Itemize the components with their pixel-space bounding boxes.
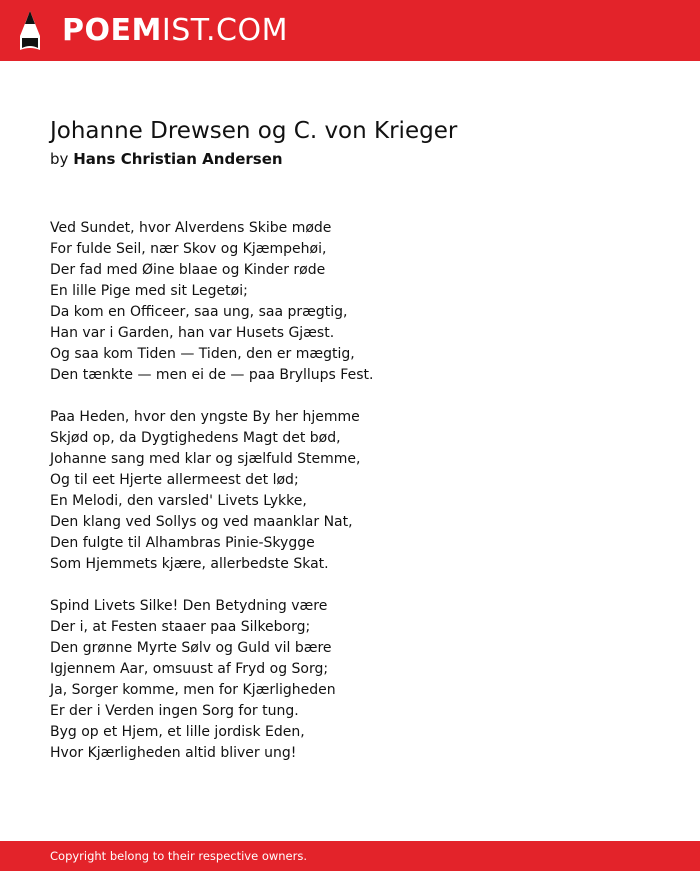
poem-line: Paa Heden, hvor den yngste By her hjemme: [50, 409, 360, 425]
site-logo[interactable]: [62, 13, 288, 49]
poem-line: Som Hjemmets kjære, allerbedste Skat.: [50, 556, 329, 572]
copyright-notice: Copyright belong to their respective owners.: [50, 849, 308, 863]
poem-line: En lille Pige med sit Legetøi;: [50, 283, 248, 299]
author-name: Hans Christian Andersen: [73, 150, 283, 168]
poem-line: Der fad med Øine blaae og Kinder røde: [50, 262, 326, 278]
logo-text-bold: POEM: [62, 13, 162, 48]
poem-line: Spind Livets Silke! Den Betydning være: [50, 598, 328, 614]
poem-line: Ja, Sorger komme, men for Kjærligheden: [50, 682, 336, 698]
poem-line: Og saa kom Tiden — Tiden, den er mægtig,: [50, 346, 355, 362]
poem-line: Er der i Verden ingen Sorg for tung.: [50, 703, 299, 719]
poem-line: Den tænkte — men ei de — paa Bryllups Fest.: [50, 367, 374, 383]
stanza-2: [50, 407, 650, 575]
site-footer: [0, 841, 700, 871]
poem-line: Den klang ved Sollys og ved maanklar Nat,: [50, 514, 353, 530]
poem-line: Ved Sundet, hvor Alverdens Skibe møde: [50, 220, 332, 236]
poem-line: For fulde Seil, nær Skov og Kjæmpehøi,: [50, 241, 327, 257]
poem-line: Johanne sang med klar og sjælfuld Stemme,: [50, 451, 361, 467]
logo-text-light: IST.COM: [161, 13, 288, 48]
poem-line: En Melodi, den varsled' Livets Lykke,: [50, 493, 307, 509]
stanza-1: [50, 218, 650, 386]
poem-body: [50, 218, 650, 785]
poem-line: Den grønne Myrte Sølv og Guld vil bære: [50, 640, 332, 656]
poem-title: Johanne Drewsen og C. von Krieger: [50, 118, 458, 144]
poem-line: Da kom en Officeer, saa ung, saa prægtig,: [50, 304, 348, 320]
by-label: by: [50, 150, 69, 168]
pencil-tip-icon[interactable]: [18, 10, 42, 52]
poem-line: Byg op et Hjem, et lille jordisk Eden,: [50, 724, 305, 740]
stanza-3: [50, 596, 650, 764]
poem-line: Og til eet Hjerte allermeest det lød;: [50, 472, 299, 488]
poem-line: Igjennem Aar, omsuust af Fryd og Sorg;: [50, 661, 329, 677]
poem-line: Han var i Garden, han var Husets Gjæst.: [50, 325, 335, 341]
site-header: [0, 0, 700, 61]
poem-byline: [50, 149, 283, 169]
poem-line: Hvor Kjærligheden altid bliver ung!: [50, 745, 297, 761]
poem-line: Skjød op, da Dygtighedens Magt det bød,: [50, 430, 341, 446]
poem-line: Der i, at Festen staaer paa Silkeborg;: [50, 619, 311, 635]
poem-line: Den fulgte til Alhambras Pinie-Skygge: [50, 535, 315, 551]
